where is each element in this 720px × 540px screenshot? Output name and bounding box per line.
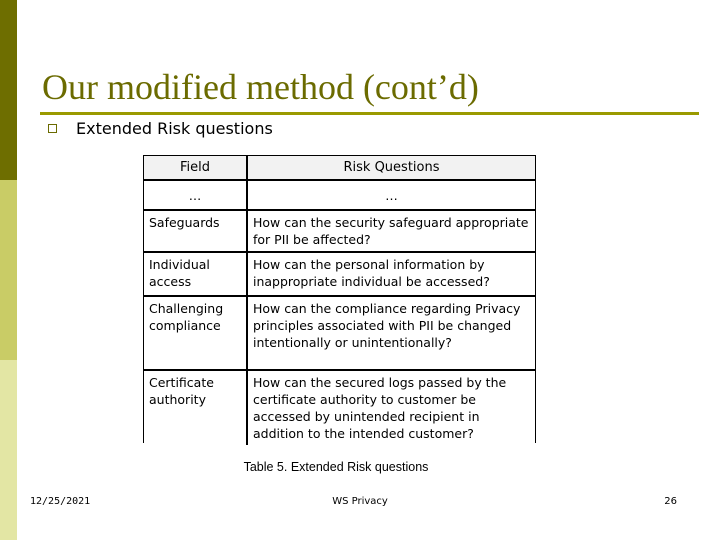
title-underline xyxy=(40,112,699,115)
footer-title: WS Privacy xyxy=(332,496,388,507)
table-row xyxy=(144,211,535,253)
slide-title: Our modified method (cont’d) xyxy=(42,67,479,107)
sidebar-band-light xyxy=(0,180,17,360)
bullet-item xyxy=(48,118,273,138)
page-number: 26 xyxy=(664,496,677,507)
table-row xyxy=(144,297,535,371)
table-cell-question: How can the compliance regarding Privacy principles associated with PII be changed intentionally or unintentionally? xyxy=(248,297,535,371)
footer-date: 12/25/2021 xyxy=(30,496,91,507)
sidebar-band-pale xyxy=(0,360,17,540)
table-cell-question: How can the security safeguard appropriate for PII be affected? xyxy=(248,211,535,253)
table-cell-field: Challenging compliance xyxy=(144,297,248,371)
square-bullet-icon xyxy=(48,124,57,133)
bullet-text: Extended Risk questions xyxy=(76,118,273,138)
risk-questions-table xyxy=(143,155,536,443)
table-cell-field: Individual access xyxy=(144,253,248,297)
table-cell-question: How can the personal information by inappropriate individual be accessed? xyxy=(248,253,535,297)
table-cell-field: … xyxy=(144,181,248,211)
header-field: Field xyxy=(144,156,248,181)
table-row xyxy=(144,181,535,211)
sidebar-band-dark xyxy=(0,0,17,180)
sidebar-decoration xyxy=(0,0,17,540)
table-row xyxy=(144,253,535,297)
table-cell-question: … xyxy=(248,181,535,211)
table-cell-field: Certificate authority xyxy=(144,371,248,445)
table-cell-question: How can the secured logs passed by the certificate authority to customer be accessed by unintended recipient in addition to the intended customer? xyxy=(248,371,535,445)
table-row xyxy=(144,371,535,445)
header-risk-questions: Risk Questions xyxy=(248,156,535,181)
table-cell-field: Safeguards xyxy=(144,211,248,253)
table-caption: Table 5. Extended Risk questions xyxy=(243,460,429,474)
table-header-row xyxy=(144,156,535,181)
